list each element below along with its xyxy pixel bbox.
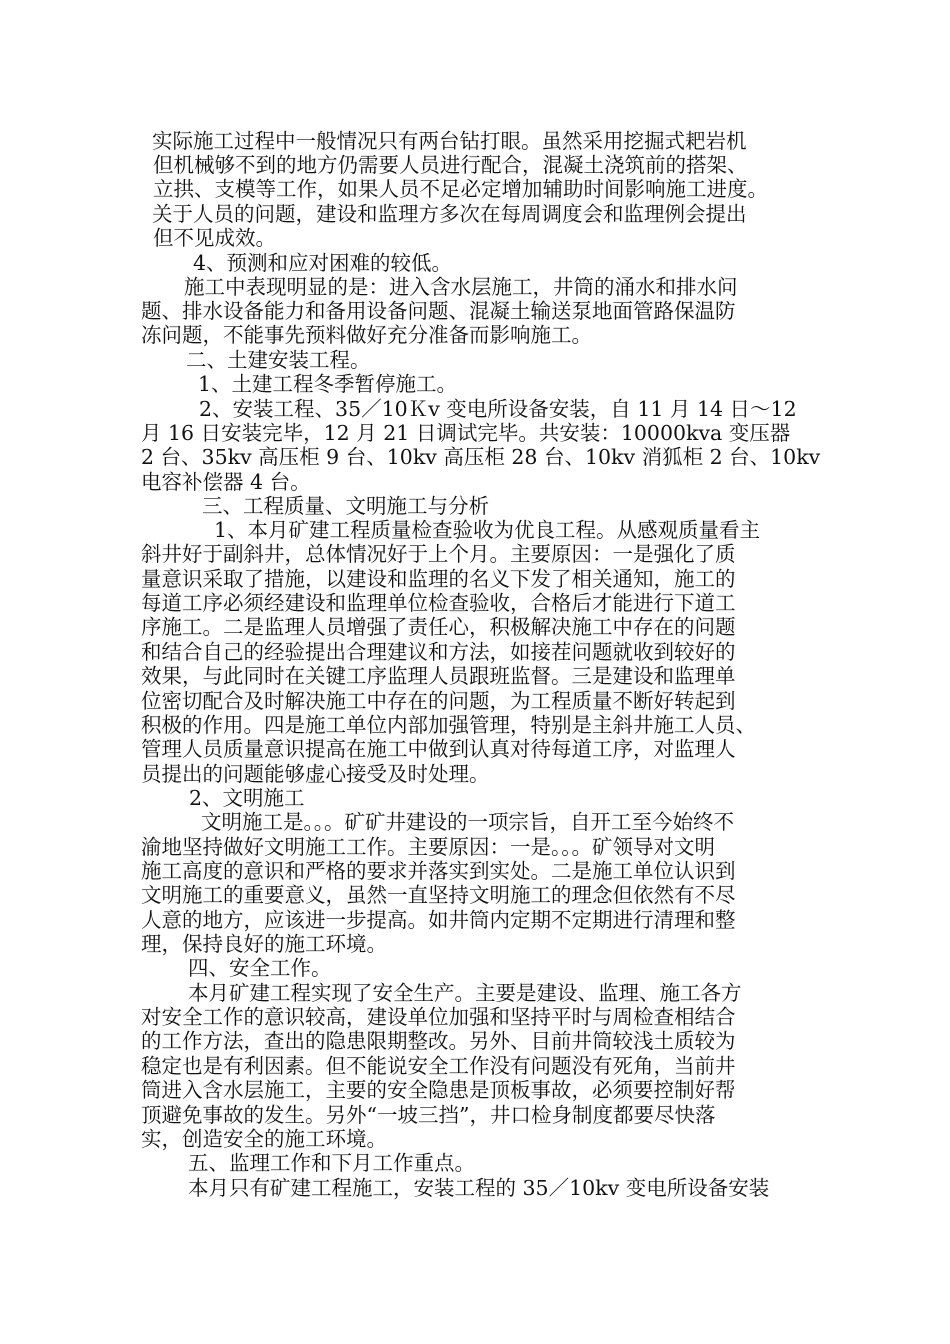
text-line: 五、监理工作和下月工作重点。 [188,1151,475,1175]
text-line: 渝地坚持做好文明施工工作。主要原因：一是。。。矿领导对文明 [141,835,715,859]
text-line: 冻问题，不能事先预料做好充分准备而影响施工。 [141,323,592,347]
text-line: 实际施工过程中一般情况只有两台钻打眼。虽然采用挖掘式耙岩机 [152,129,747,153]
text-line: 施工中表现明显的是：进入含水层施工，井筒的涌水和排水问 [184,275,738,299]
text-line: 每道工序必须经建设和监理单位检查验收，合格后才能进行下道工 [141,591,736,615]
text-line: 量意识采取了措施，以建设和监理的名义下发了相关通知，施工的 [141,567,736,591]
text-line: 4、预测和应对困难的较低。 [193,251,453,275]
text-line: 顶避免事故的发生。另外“一坡三挡”，井口检身制度都要尽快落 [141,1103,716,1127]
text-line: 本月只有矿建工程施工，安装工程的 35／10kv 变电所设备安装 [188,1176,770,1200]
text-line: 2、安装工程、35／10Ｋv 变电所设备安装，自 11 月 14 日～12 [199,397,797,421]
text-line: 1、本月矿建工程质量检查验收为优良工程。从感观质量看主 [214,518,761,542]
text-line: 施工高度的意识和严格的要求并落实到实处。二是施工单位认识到 [141,859,736,883]
text-line: 稳定也是有利因素。但不能说安全工作没有问题没有死角，当前井 [141,1054,736,1078]
text-line: 题、排水设备能力和备用设备问题、混凝土输送泵地面管路保温防 [141,299,736,323]
text-line: 文明施工的重要意义，虽然一直坚持文明施工的理念但依然有不尽 [141,883,736,907]
text-line: 2、文明施工 [189,786,305,810]
text-line: 三、工程质量、文明施工与分析 [202,494,489,518]
text-line: 筒进入含水层施工，主要的安全隐患是顶板事故，必须要控制好帮 [141,1078,736,1102]
text-line: 效果，与此同时在关键工序监理人员跟班监督。三是建设和监理单 [141,664,736,688]
text-line: 文明施工是。。。矿矿井建设的一项宗旨，自开工至今始终不 [201,810,734,834]
text-line: 1、土建工程冬季暂停施工。 [198,372,458,396]
text-line: 但不见成效。 [153,226,276,250]
text-line: 管理人员质量意识提高在施工中做到认真对待每道工序，对监理人 [141,737,736,761]
text-line: 和结合自己的经验提出合理建议和方法，如接茬问题就收到较好的 [141,640,736,664]
text-line: 位密切配合及时解决施工中存在的问题，为工程质量不断好转起到 [141,689,736,713]
text-line: 电容补偿器 4 台。 [141,470,311,494]
text-line: 斜井好于副斜井，总体情况好于上个月。主要原因：一是强化了质 [141,542,736,566]
text-line: 实，创造安全的施工环境。 [141,1127,387,1151]
text-line: 理，保持良好的施工环境。 [141,932,387,956]
text-line: 积极的作用。四是施工单位内部加强管理，特别是主斜井施工人员、 [141,713,756,737]
text-line: 但机械够不到的地方仍需要人员进行配合，混凝土浇筑前的搭架、 [153,153,748,177]
text-line: 序施工。二是监理人员增强了责任心，积极解决施工中存在的问题 [141,615,736,639]
text-line: 的工作方法，查出的隐患限期整改。另外、目前井筒较浅土质较为 [141,1029,736,1053]
text-line: 人意的地方，应该进一步提高。如井筒内定期不定期进行清理和整 [141,908,736,932]
text-line: 二、土建安装工程。 [186,348,371,372]
text-line: 员提出的问题能够虚心接受及时处理。 [141,762,490,786]
text-line: 关于人员的问题，建设和监理方多次在每周调度会和监理例会提出 [152,202,747,226]
text-line: 四、安全工作。 [188,956,332,980]
text-line: 月 16 日安装完毕，12 月 21 日调试完毕。共安装：10000kva 变压器 [141,421,791,445]
text-line: 对安全工作的意识较高，建设单位加强和坚持平时与周检查相结合 [141,1005,736,1029]
text-line: 2 台、35kv 高压柜 9 台、10kv 高压柜 28 台、10kv 消狐柜 2 台、10kv [141,445,821,469]
text-line: 立拱、支模等工作，如果人员不足必定增加辅助时间影响施工进度。 [153,177,768,201]
text-line: 本月矿建工程实现了安全生产。主要是建设、监理、施工各方 [188,981,742,1005]
